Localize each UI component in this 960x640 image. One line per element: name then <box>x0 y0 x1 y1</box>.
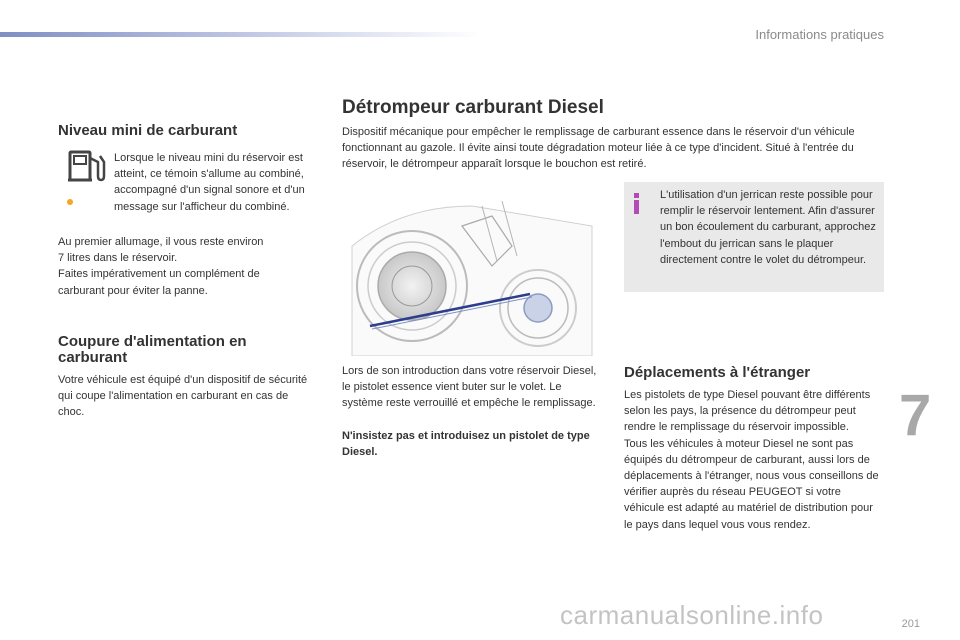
watermark: carmanualsonline.info <box>560 600 824 630</box>
niveau-line: carburant pour éviter la panne. <box>58 284 208 297</box>
deplacements-body <box>624 387 884 533</box>
lors-bold-text: N'insistez pas et introduisez un pistolet de type Diesel. <box>342 430 590 459</box>
niveau-icon-text: Lorsque le niveau mini du réservoir est atteint, ce témoin s'allume au combiné, accompagné d'un signal sonore et d'un message sur l'afficheur du combiné. <box>114 152 305 213</box>
fuel-pump-icon <box>66 148 112 210</box>
header-accent-bar <box>0 32 480 37</box>
detrompeur-title: Détrompeur carburant Diesel <box>342 97 604 118</box>
section-title: Informations pratiques <box>755 27 884 42</box>
niveau-title: Niveau mini de carburant <box>58 122 238 139</box>
niveau-line: 7 litres dans le réservoir. <box>58 252 178 265</box>
coupure-title: Coupure d'alimentation en carburant <box>58 333 247 366</box>
niveau-body <box>58 234 298 299</box>
niveau-line: Faites impérativement un complément de <box>58 268 260 281</box>
deplacements-para: Tous les véhicules à moteur Diesel ne sont pas équipés du détrompeur de carburant, aussi lors de déplacements à l'étranger, nous vous conseillons de vérifier auprès du réseau PEUGEOT si votre véhicule est adapté au matériel de distribution pour le pays dans lequel vous vous rendez. <box>624 437 879 531</box>
niveau-line: Au premier allumage, il vous reste environ <box>58 236 264 248</box>
warning-dot-icon <box>67 199 73 205</box>
lors-text: Lors de son introduction dans votre réservoir Diesel, le pistolet essence vient buter sur le volet. Le système reste verrouillé et empêche le remplissage. <box>342 365 597 410</box>
detrompeur-intro: Dispositif mécanique pour empêcher le remplissage de carburant essence dans le réservoir d'un véhicule fonctionnant au gazole. Il évite ainsi toute dégradation moteur liée à ce type d'incident. Situé à l'entrée du réservoir, le détrompeur apparaît lorsque le bouchon est retiré. <box>342 126 855 171</box>
page-number: 201 <box>901 618 920 630</box>
info-icon <box>632 193 641 214</box>
info-text: L'utilisation d'un jerrican reste possible pour remplir le réservoir lentement. Afin d'assurer un bon écoulement du carburant, approchez l'embout du jerrican sans le plaquer directement contre le volet du détrompeur. <box>660 189 876 266</box>
deplacements-para: Les pistolets de type Diesel pouvant être différents selon les pays, la présence du détrompeur peut rendre le remplissage du réservoir impossible. <box>624 389 871 434</box>
deplacements-title: Déplacements à l'étranger <box>624 364 811 381</box>
fuel-filler-diagram-icon <box>342 186 596 356</box>
chapter-number: 7 <box>899 383 932 448</box>
coupure-body: Votre véhicule est équipé d'un dispositif de sécurité qui coupe l'alimentation en carburant en cas de choc. <box>58 374 308 419</box>
